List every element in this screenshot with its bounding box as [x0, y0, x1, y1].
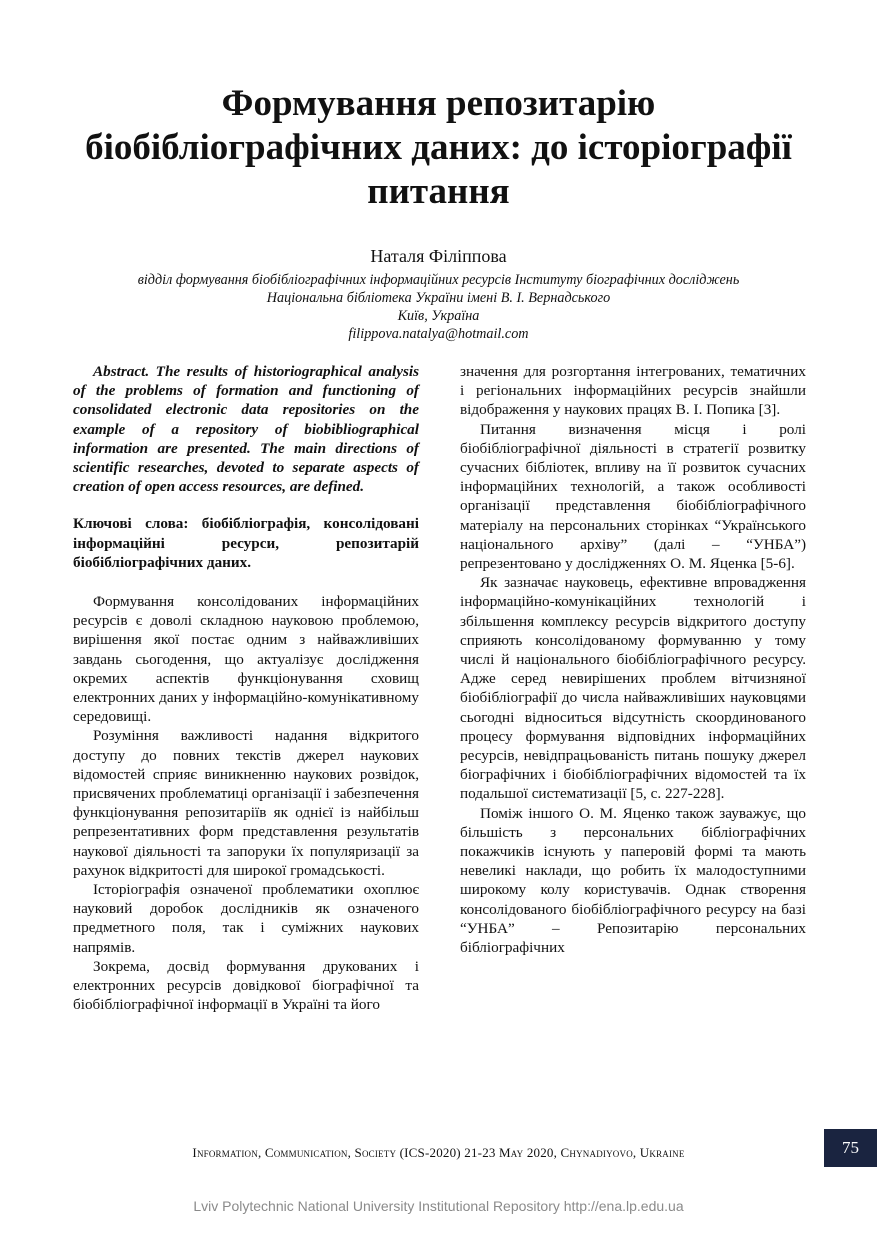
page-number: 75: [824, 1129, 877, 1167]
author-location: Київ, Україна: [397, 308, 480, 324]
paragraph: Зокрема, досвід формування друкованих і електронних ресурсів довідкової біографічної та біобібліографічної інформації в Україні та його: [73, 957, 419, 1014]
left-column: [73, 362, 419, 1015]
paper-title: [40, 82, 837, 214]
paragraph: Формування консолідованих інформаційних ресурсів є доволі складною науковою проблемою, вирішення якої постає одним з найважливіших завдань сьогодення, що актуалізує дослідження окремих аспектів функціонування сховищ електронних даних у інформаційно-комунікативному середовищі.: [73, 593, 419, 726]
author-email[interactable]: filippova.natalya@hotmail.com: [348, 326, 529, 342]
repository-watermark: Lviv Polytechnic National University Institutional Repository http://ena.lp.edu.ua: [193, 1198, 684, 1214]
conference-footer: Information, Communication, Society (ICS-2020) 21-23 May 2020, Chynadiyovo, Ukraine: [192, 1145, 685, 1160]
paragraph: Питання визначення місця і ролі біобібліографічної діяльності в стратегії розвитку сучасних бібліотек, впливу на її розвиток сучасних інформаційних технологій, а також особливості організації представлення біобібліографічного матеріалу на персональних сторінках “Українського національного архіву” (далі – “УНБА”) репрезентовано у дослідженнях О. М. Яценка [5-6].: [460, 420, 806, 573]
title-line-1: Формування репозитарію: [221, 83, 656, 124]
author-affiliation-department: відділ формування біобібліографічних інформаційних ресурсів Інституту біографічних досліджень: [137, 272, 740, 288]
abstract: Abstract. The results of historiographical analysis of the problems of formation and functioning of consolidated electronic data repositories on the example of a repository of biobibliographical information are presented. The main directions of scientific researches, devoted to separate aspects of creation of open access resources, are defined.: [73, 363, 419, 496]
author-affiliation-library: Національна бібліотека України імені В. І. Вернадського: [266, 290, 611, 306]
paragraph: Розуміння важливості надання відкритого доступу до повних текстів джерел наукових відомостей сприяє виникненню наукових розвідок, присвячених проблематиці організації і забезпечення функціонування репозитаріїв як однієї із найбільш репрезентативних форм представлення результатів наукової діяльності та запоруки їх популяризації за рахунок відкритості для широкої громадськості.: [73, 727, 419, 879]
paragraph: Історіографія означеної проблематики охоплює науковий доробок дослідників як означеного предметного поля, так і суміжних наукових напрямів.: [73, 881, 419, 956]
keywords: Ключові слова: біобібліографія, консолідовані інформаційні ресурси, репозитарій біобібліографічних даних.: [73, 515, 419, 571]
author-name: Наталя Філіппова: [370, 246, 507, 266]
title-line-2: біобібліографічних даних: до історіографії: [85, 127, 792, 168]
paragraph: Поміж іншого О. М. Яценко також зауважує, що більшість з персональних бібліографічних покажчиків існують у паперовій формі та мають невеликі наклади, що робить їх малодоступними широкому колу користувачів. Однак створення консолідованого біобібліографічного ресурсу на базі “УНБА” – Репозитарію персональних бібліографічних: [460, 804, 806, 957]
paragraph: значення для розгортання інтегрованих, тематичних і регіональних інформаційних ресурсів знайшли відображення у наукових працях В. І. Попика [3].: [460, 363, 806, 419]
title-line-3: питання: [367, 171, 510, 212]
right-column: [460, 362, 806, 957]
paragraph: Як зазначає науковець, ефективне впровадження інформаційно-комунікаційних технологій і збільшення комплексу ресурсів відкритого доступу сприяють консолідованому формуванню у тому числі й національного біобібліографічного ресурсу. Адже серед невирішених проблем вітчизняної біобібліографії до числа найважливіших науковцями сьогодні відноситься відсутність скоординованого процесу формування відповідних інформаційних ресурсів, невідпрацьованість питань пошуку джерел біографічних і біобібліографічних відомостей та їх подальшої систематизації [5, с. 227-228].: [460, 574, 806, 803]
